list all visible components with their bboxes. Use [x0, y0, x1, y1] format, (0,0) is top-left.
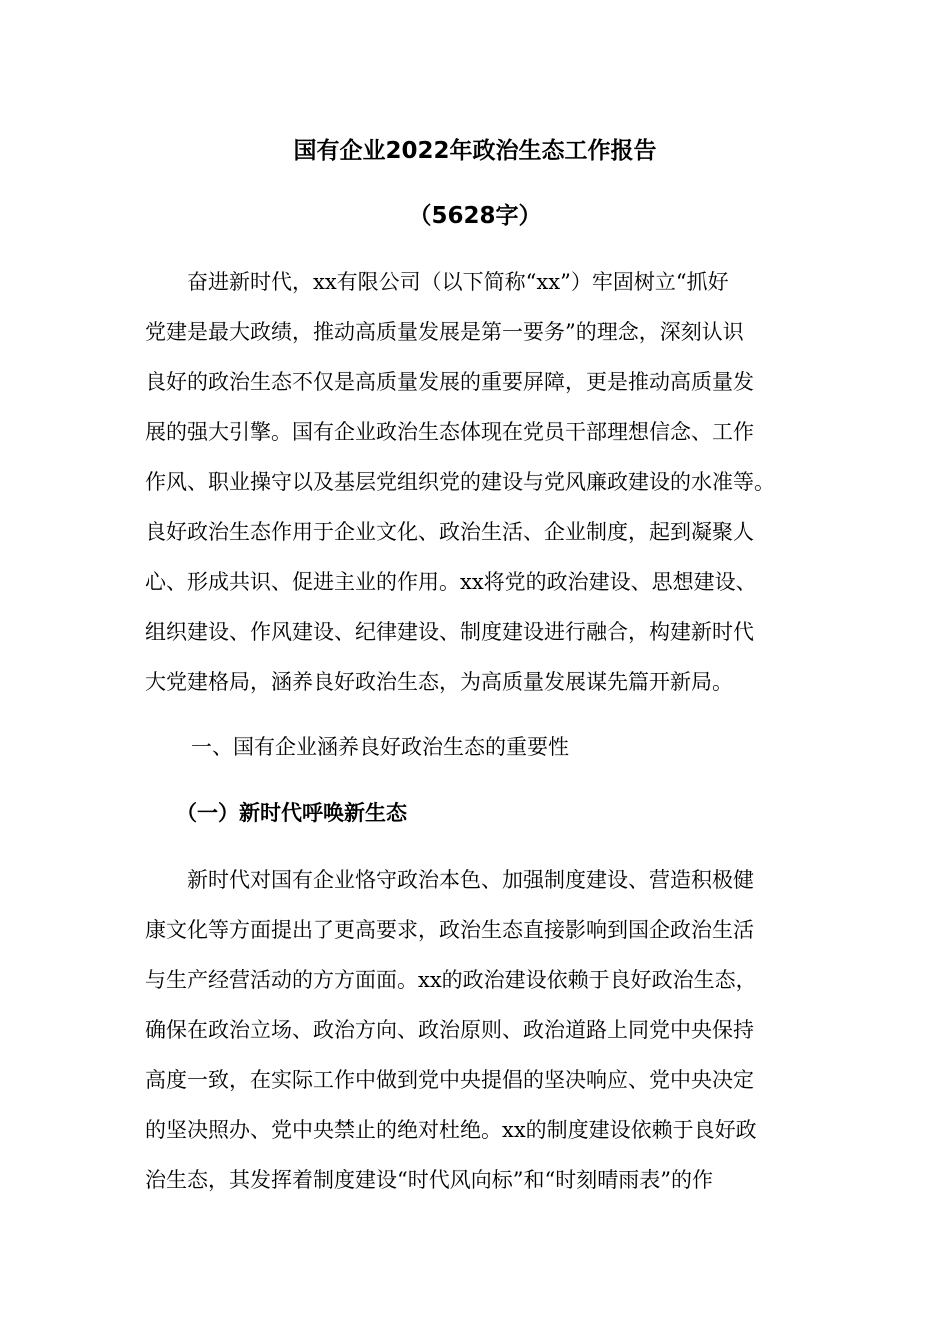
paragraph-line: 展的强大引擎。国有企业政治生态体现在党员干部理想信念、工作	[145, 420, 754, 444]
paragraph-line: 康文化等方面提出了更高要求，政治生态直接影响到国企政治生活	[145, 918, 754, 942]
document-title: 国有企业2022年政治生态工作报告	[293, 138, 657, 164]
paragraph-line: 治生态，其发挥着制度建设“时代风向标”和“时刻晴雨表”的作	[145, 1168, 713, 1192]
section-heading: 一、国有企业涵养良好政治生态的重要性	[191, 735, 569, 759]
paragraph-line: 确保在政治立场、政治方向、政治原则、政治道路上同党中央保持	[145, 1018, 754, 1042]
paragraph-line: 与生产经营活动的方方面面。xx的政治建设依赖于良好政治生态，	[145, 968, 757, 992]
paragraph-line: 高度一致，在实际工作中做到党中央提倡的坚决响应、党中央决定	[145, 1068, 754, 1092]
paragraph-line: 良好政治生态作用于企业文化、政治生活、企业制度，起到凝聚人	[145, 520, 754, 544]
paragraph-line: 良好的政治生态不仅是高质量发展的重要屏障，更是推动高质量发	[145, 370, 754, 394]
subsection-heading: （一）新时代呼唤新生态	[176, 801, 407, 825]
paragraph-line: 党建是最大政绩，推动高质量发展是第一要务”的理念，深刻认识	[145, 320, 744, 344]
document-word-count: （5628字）	[408, 203, 542, 229]
paragraph-line: 奋进新时代，xx有限公司（以下简称“xx”）牢固树立“抓好	[145, 270, 729, 294]
paragraph-line: 组织建设、作风建设、纪律建设、制度建设进行融合，构建新时代	[145, 620, 754, 644]
paragraph-line: 的坚决照办、党中央禁止的绝对杜绝。xx的制度建设依赖于良好政	[145, 1118, 757, 1142]
paragraph-line: 心、形成共识、促进主业的作用。xx将党的政治建设、思想建设、	[145, 570, 757, 594]
paragraph-line: 大党建格局，涵养良好政治生态，为高质量发展谋先篇开新局。	[145, 670, 733, 694]
paragraph-line: 新时代对国有企业恪守政治本色、加强制度建设、营造积极健	[145, 868, 754, 892]
paragraph-line: 作风、职业操守以及基层党组织党的建设与党风廉政建设的水准等。	[145, 470, 775, 494]
